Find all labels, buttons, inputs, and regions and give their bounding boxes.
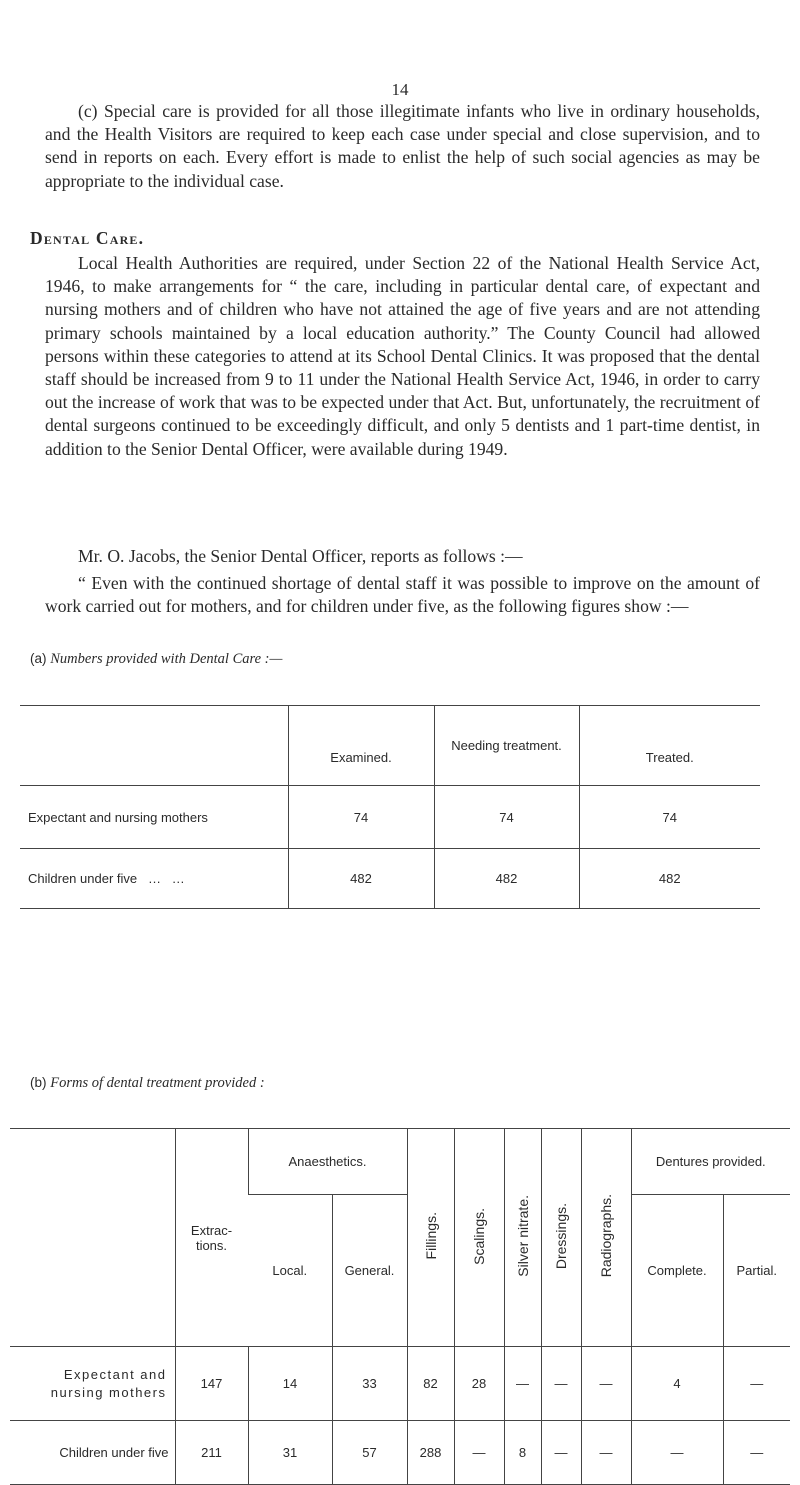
table-b-header-partial: Partial. <box>723 1195 790 1347</box>
table-b-header-local: Local. <box>248 1195 332 1347</box>
page-number: 14 <box>391 80 409 99</box>
paragraph-dental-care: Local Health Authorities are required, under Section 22 of the National Health Service Act, 1946, to make arrangements for “ the care, including in particular dental care, of expectant and nursing mothers and of children who have not attained the age of five years and are not attending primary schools maintained by a local education authority.” The County Council had allowed persons within these categories to attend at its School Dental Clinics. It was proposed that the dental staff should be increased from 9 to 11 under the National Health Service Act, 1946, in order to carry out the increase of work that was to be expected under that Act. But, unfortunately, the recruitment of dental surgeons continued to be exceedingly difficult, and only 5 dentists and 1 part-time dentist, in addition to the Senior Dental Officer, were available during 1949. <box>45 253 760 459</box>
paragraph-special-care: (c) Special care is provided for all those illegitimate infants who live in ordinary households, and the Health Visitors are required to keep each case under special and close supervision, and to send in reports on each. Every effort is made to enlist the help of such social agencies as may be appropriate to the individual case. <box>45 101 760 191</box>
table-a-corner <box>20 706 288 786</box>
table-b-header-silver-nitrate <box>504 1129 541 1347</box>
table-b-header-dressings <box>541 1129 581 1347</box>
table-b-header-general: General. <box>332 1195 407 1347</box>
silver-nitrate-label: Silver nitrate. <box>514 1195 531 1277</box>
table-row <box>10 1421 790 1485</box>
table-b-header-fillings <box>407 1129 454 1347</box>
table-cell: 482 <box>579 849 760 909</box>
table-numbers-provided <box>20 705 760 909</box>
table-a-row-label: Expectant and nursing mothers <box>28 809 208 825</box>
table-cell: — <box>723 1421 790 1485</box>
table-a-header-examined: Examined. <box>288 706 434 786</box>
table-cell: 74 <box>434 786 579 849</box>
table-row <box>20 849 760 909</box>
table-b-header-radiographs <box>581 1129 631 1347</box>
table-a-row-label: Children under five … … <box>28 871 185 886</box>
table-b-row-label: Children under five <box>59 1445 169 1460</box>
caption-a-prefix: (a) <box>30 651 47 666</box>
table-b-header-anaesthetics: Anaesthetics. <box>248 1129 407 1195</box>
table-cell: — <box>541 1347 581 1421</box>
table-cell: 31 <box>248 1421 332 1485</box>
scalings-label: Scalings. <box>471 1207 487 1265</box>
table-cell: 147 <box>175 1347 248 1421</box>
table-cell: — <box>631 1421 723 1485</box>
table-cell: 211 <box>175 1421 248 1485</box>
table-b-header-extractions: Extrac- tions. <box>175 1129 248 1347</box>
table-a-header-needing: Needing treatment. <box>434 706 579 786</box>
table-cell: 33 <box>332 1347 407 1421</box>
table-cell: 8 <box>504 1421 541 1485</box>
table-cell: — <box>504 1347 541 1421</box>
table-cell: — <box>581 1347 631 1421</box>
caption-b-title: Forms of dental treatment provided : <box>50 1075 265 1091</box>
table-cell: — <box>581 1421 631 1485</box>
table-b-header-dentures: Dentures provided. <box>631 1129 790 1195</box>
table-cell: 482 <box>434 849 579 909</box>
table-b-header-complete: Complete. <box>631 1195 723 1347</box>
table-row <box>10 1347 790 1421</box>
table-b-corner <box>10 1129 175 1347</box>
caption-table-b <box>30 1075 265 1092</box>
caption-a-title: Numbers provided with Dental Care :— <box>50 651 283 667</box>
paragraph-quote: “ Even with the continued shortage of dental staff it was possible to improve on the amount of work carried out for mothers, and for children under five, as the following figures show :— <box>45 573 760 617</box>
caption-b-prefix: (b) <box>30 1075 47 1090</box>
dressings-label: Dressings. <box>553 1202 569 1270</box>
table-cell: 82 <box>407 1347 454 1421</box>
table-b-header-row-1 <box>10 1129 790 1195</box>
table-cell: 74 <box>288 786 434 849</box>
section-heading-dental-care: Dental Care. <box>30 228 145 248</box>
table-cell: 57 <box>332 1421 407 1485</box>
table-cell: 4 <box>631 1347 723 1421</box>
table-cell: — <box>723 1347 790 1421</box>
table-a-header-row <box>20 706 760 786</box>
paragraph-jacobs-report: Mr. O. Jacobs, the Senior Dental Officer, reports as follows :— <box>78 546 523 566</box>
table-cell: 74 <box>579 786 760 849</box>
table-cell: — <box>454 1421 504 1485</box>
table-b-header-scalings <box>454 1129 504 1347</box>
caption-table-a <box>30 651 282 668</box>
table-row <box>20 786 760 849</box>
table-cell: 28 <box>454 1347 504 1421</box>
table-forms-of-treatment <box>10 1128 790 1485</box>
fillings-label: Fillings. <box>422 1212 439 1260</box>
table-a-header-treated: Treated. <box>579 706 760 786</box>
table-b-row-label: Expectant and nursing mothers <box>50 1366 167 1400</box>
table-cell: 482 <box>288 849 434 909</box>
table-cell: 14 <box>248 1347 332 1421</box>
table-cell: — <box>541 1421 581 1485</box>
table-cell: 288 <box>407 1421 454 1485</box>
radiographs-label: Radiographs. <box>598 1194 614 1278</box>
